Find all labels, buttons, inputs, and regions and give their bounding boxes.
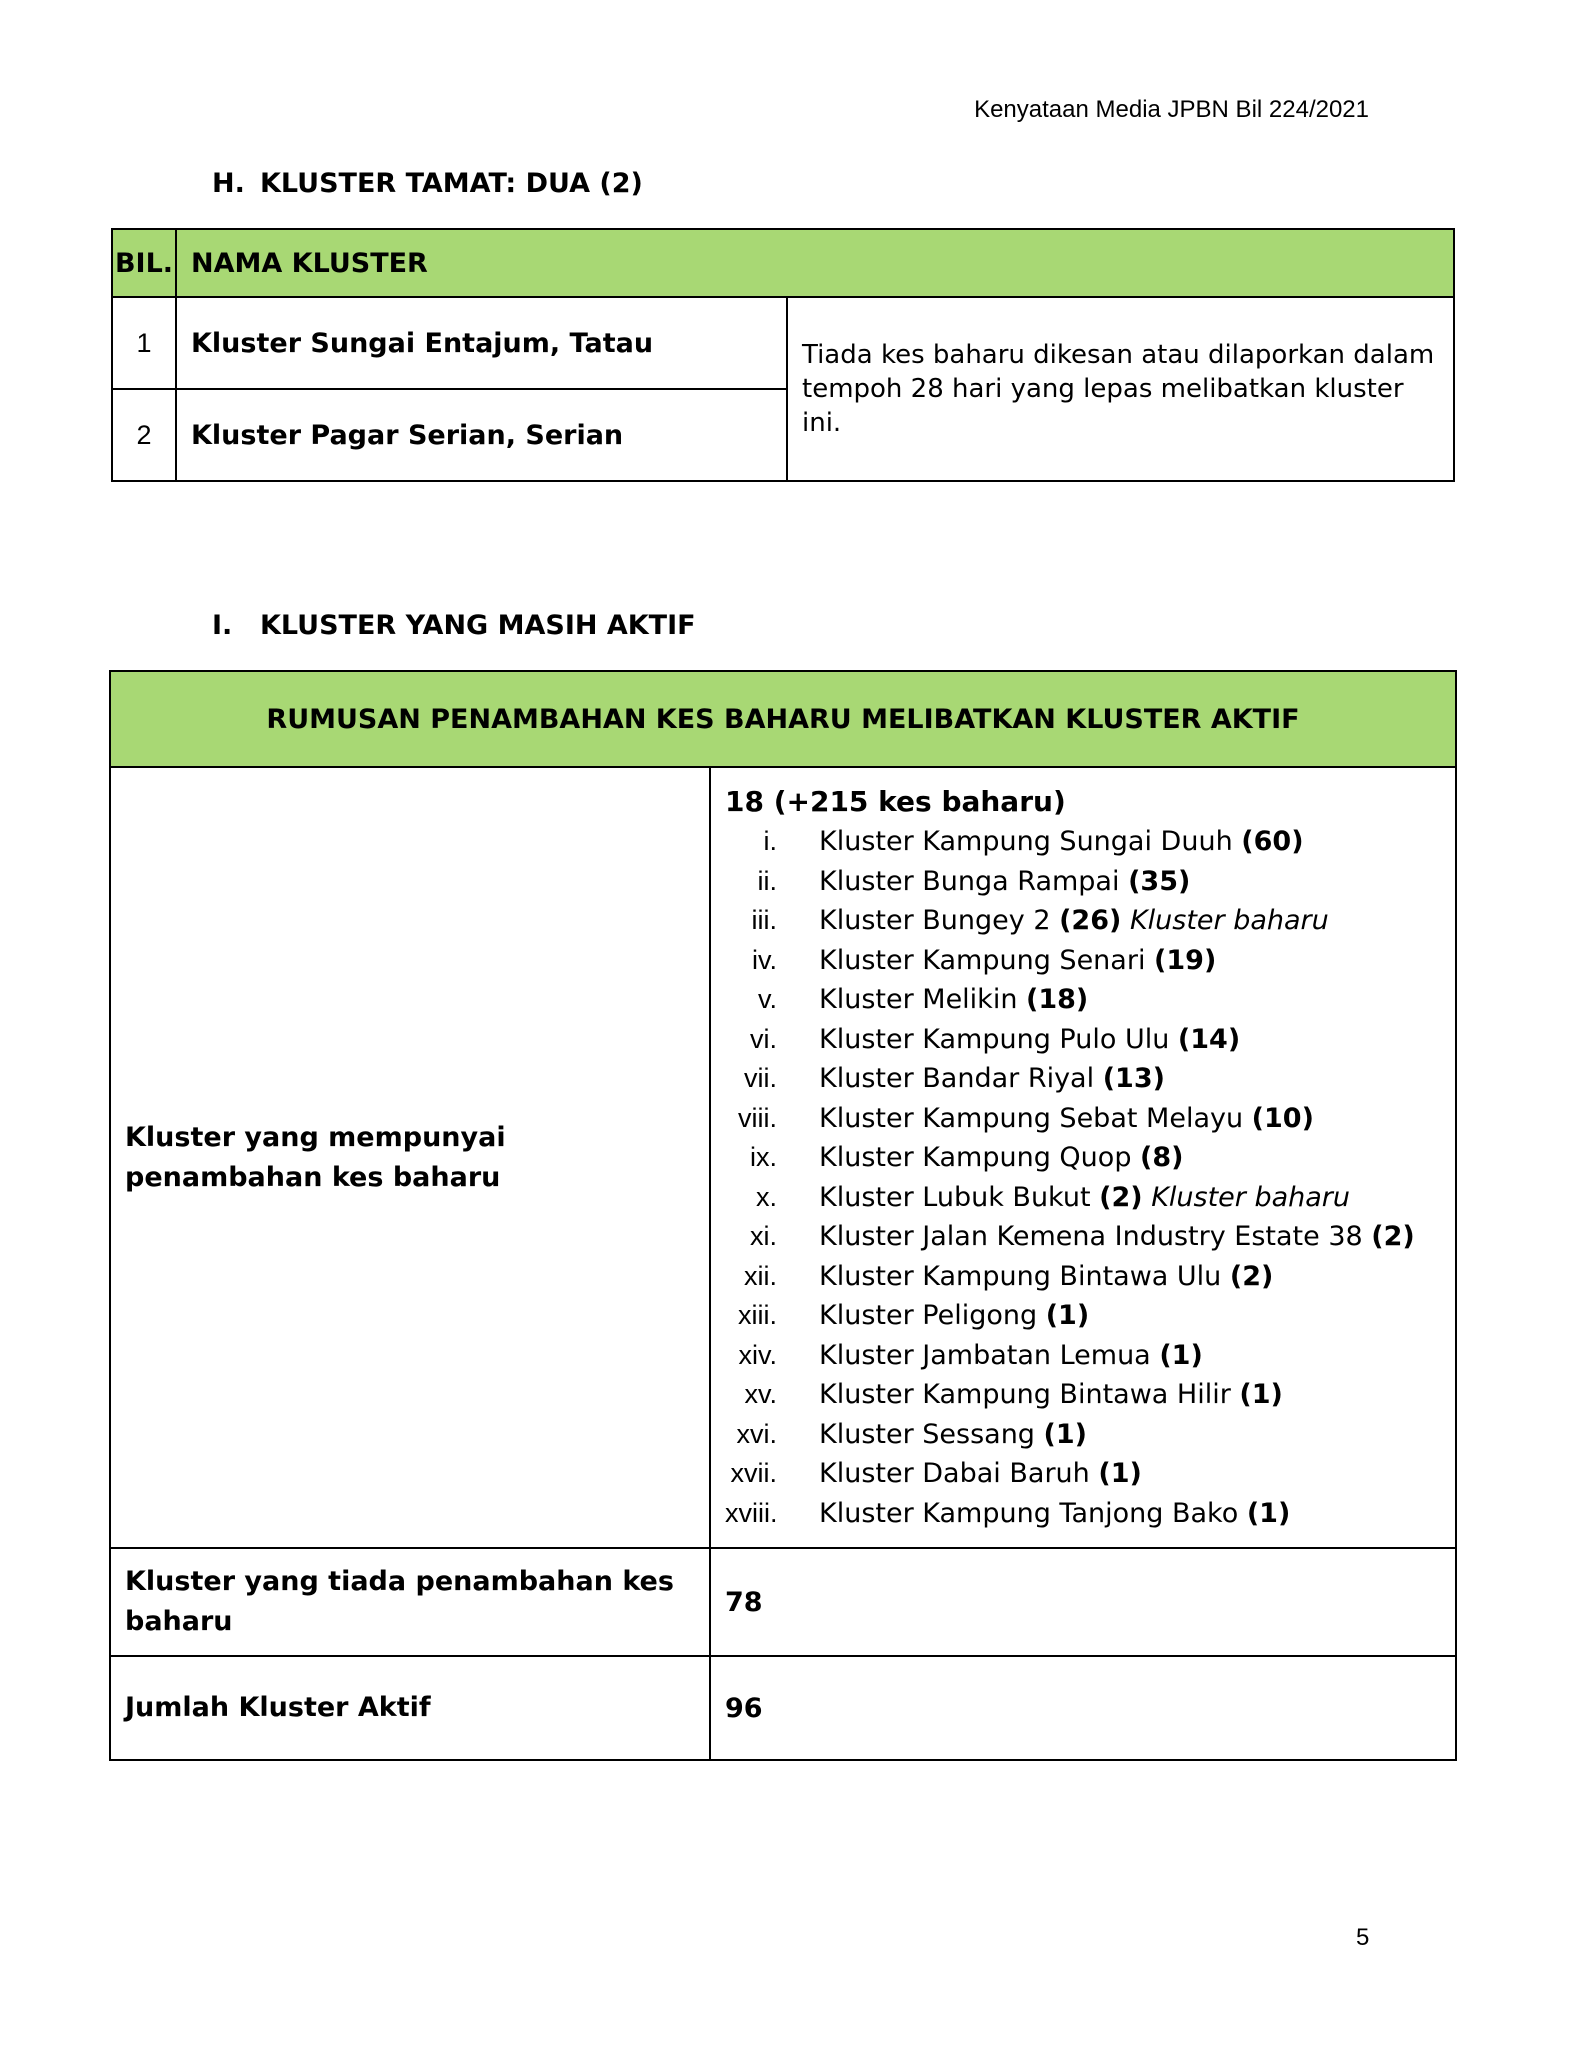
list-item bbox=[725, 1375, 1441, 1415]
cluster-case-count: (1) bbox=[1098, 1458, 1142, 1489]
section-i-title bbox=[212, 610, 696, 641]
media-statement-ref: Kenyataan Media JPBN Bil 224/2021 bbox=[974, 96, 1369, 123]
table-row bbox=[112, 297, 1454, 389]
row-label-no-new-cases: Kluster yang tiada penambahan kes baharu bbox=[110, 1548, 710, 1656]
cluster-name: Kluster Kampung Senari bbox=[819, 944, 1155, 976]
cluster-number: x. bbox=[755, 1181, 777, 1212]
cluster-number: ix. bbox=[750, 1142, 777, 1172]
cluster-number: xii. bbox=[744, 1260, 777, 1291]
list-item bbox=[725, 1296, 1441, 1336]
cluster-number: xiii. bbox=[738, 1300, 777, 1330]
table-row bbox=[110, 1656, 1456, 1760]
cluster-case-count: (35) bbox=[1128, 865, 1191, 897]
cluster-case-count: (10) bbox=[1251, 1102, 1314, 1134]
cluster-name: Kluster Jambatan Lemua bbox=[819, 1339, 1160, 1371]
page-number: 5 bbox=[1356, 1924, 1370, 1951]
cluster-name: Kluster Bunga Rampai bbox=[819, 865, 1129, 897]
cluster-case-count: (1) bbox=[1043, 1418, 1087, 1450]
cluster-new-tag: Kluster baharu bbox=[1121, 905, 1329, 936]
section-i-letter: I. bbox=[212, 610, 233, 641]
cluster-name: Kluster Bungey 2 bbox=[819, 905, 1060, 936]
list-item bbox=[725, 1336, 1441, 1376]
cluster-case-count: (1) bbox=[1045, 1300, 1090, 1331]
cluster-case-count: (8) bbox=[1140, 1142, 1184, 1173]
cluster-name: Kluster Kampung Pulo Ulu bbox=[819, 1023, 1178, 1055]
summary-table-header: RUMUSAN PENAMBAHAN KES BAHARU MELIBATKAN KLUSTER AKTIF bbox=[110, 671, 1456, 767]
list-item bbox=[725, 1415, 1441, 1455]
cluster-number: xvii. bbox=[730, 1458, 777, 1488]
cluster-name: Kluster Jalan Kemena Industry Estate 38 bbox=[819, 1221, 1372, 1252]
cluster-case-count: (26) bbox=[1059, 905, 1122, 936]
cluster-name: Kluster Melikin bbox=[819, 984, 1027, 1015]
cluster-number: viii. bbox=[738, 1102, 777, 1133]
row-label-total-active: Jumlah Kluster Aktif bbox=[110, 1656, 710, 1760]
row-number: 1 bbox=[112, 297, 176, 389]
cluster-name: Kluster Kampung Bintawa Hilir bbox=[819, 1379, 1240, 1410]
total-active-value: 96 bbox=[710, 1656, 1456, 1760]
list-item bbox=[725, 1138, 1441, 1178]
list-item bbox=[725, 1494, 1441, 1534]
section-h-title bbox=[212, 168, 643, 199]
cluster-case-count: (13) bbox=[1102, 1063, 1165, 1094]
ended-clusters-table bbox=[111, 228, 1455, 482]
list-item bbox=[725, 1257, 1441, 1297]
cluster-name: Kluster Pagar Serian, Serian bbox=[176, 389, 787, 481]
list-item bbox=[725, 980, 1441, 1020]
cluster-case-count: (18) bbox=[1026, 984, 1089, 1015]
list-item bbox=[725, 1217, 1441, 1257]
cluster-case-count: (1) bbox=[1246, 1497, 1291, 1529]
cluster-name: Kluster Kampung Sungai Duuh bbox=[819, 826, 1242, 857]
cluster-number: v. bbox=[758, 984, 777, 1014]
cluster-number: xviii. bbox=[725, 1497, 778, 1528]
cluster-case-count: (1) bbox=[1239, 1379, 1283, 1410]
section-h-heading: KLUSTER TAMAT: DUA (2) bbox=[260, 168, 643, 199]
cluster-case-count: (2) bbox=[1371, 1221, 1415, 1252]
cluster-case-count: (14) bbox=[1177, 1023, 1241, 1055]
new-cases-cell bbox=[710, 767, 1456, 1548]
cluster-case-count: (2) bbox=[1099, 1181, 1143, 1213]
cluster-note: Tiada kes baharu dikesan atau dilaporkan dalam tempoh 28 hari yang lepas melibatkan kluster ini. bbox=[787, 297, 1454, 481]
row-label-new-cases: Kluster yang mempunyai penambahan kes baharu bbox=[110, 767, 710, 1548]
list-item bbox=[725, 1020, 1441, 1060]
cluster-name: Kluster Kampung Tanjong Bako bbox=[819, 1497, 1247, 1529]
list-item bbox=[725, 1454, 1441, 1494]
cluster-number: vii. bbox=[744, 1063, 777, 1093]
cluster-name: Kluster Sungai Entajum, Tatau bbox=[176, 297, 787, 389]
column-header-nama: NAMA KLUSTER bbox=[176, 229, 1454, 297]
cluster-number: iv. bbox=[752, 944, 777, 975]
list-item bbox=[725, 1178, 1441, 1218]
no-new-cases-value: 78 bbox=[710, 1548, 1456, 1656]
list-item bbox=[725, 941, 1441, 981]
cluster-name: Kluster Kampung Sebat Melayu bbox=[819, 1102, 1252, 1134]
cluster-number: iii. bbox=[751, 905, 777, 935]
cluster-name: Kluster Kampung Quop bbox=[819, 1142, 1141, 1173]
cluster-case-count: (60) bbox=[1241, 826, 1304, 857]
list-item bbox=[725, 822, 1441, 862]
cluster-name: Kluster Lubuk Bukut bbox=[819, 1181, 1100, 1213]
cluster-case-count: (2) bbox=[1229, 1260, 1274, 1292]
cluster-name: Kluster Kampung Bintawa Ulu bbox=[819, 1260, 1230, 1292]
list-item bbox=[725, 901, 1441, 941]
cluster-number: xi. bbox=[750, 1221, 777, 1251]
row-number: 2 bbox=[112, 389, 176, 481]
cluster-number: vi. bbox=[750, 1023, 777, 1054]
cluster-name: Kluster Peligong bbox=[819, 1300, 1046, 1331]
cluster-number: ii. bbox=[757, 865, 777, 896]
cluster-number: xv. bbox=[744, 1379, 777, 1409]
cluster-number: xiv. bbox=[738, 1339, 777, 1370]
cluster-case-count: (19) bbox=[1154, 944, 1217, 976]
cluster-name: Kluster Dabai Baruh bbox=[819, 1458, 1099, 1489]
table-row bbox=[110, 1548, 1456, 1656]
table-row bbox=[110, 767, 1456, 1548]
cluster-name: Kluster Sessang bbox=[819, 1418, 1044, 1450]
cluster-case-count: (1) bbox=[1159, 1339, 1203, 1371]
cluster-number: xvi. bbox=[736, 1418, 777, 1449]
cluster-name: Kluster Bandar Riyal bbox=[819, 1063, 1103, 1094]
section-i-heading: KLUSTER YANG MASIH AKTIF bbox=[260, 610, 696, 641]
section-h-letter: H. bbox=[212, 168, 245, 199]
new-cases-summary: 18 (+215 kes baharu) bbox=[725, 785, 1066, 818]
list-item bbox=[725, 862, 1441, 902]
cluster-number: i. bbox=[763, 826, 777, 856]
cluster-new-tag: Kluster baharu bbox=[1142, 1181, 1351, 1213]
list-item bbox=[725, 1059, 1441, 1099]
cluster-list bbox=[725, 822, 1441, 1533]
column-header-bil: BIL. bbox=[112, 229, 176, 297]
active-clusters-table bbox=[109, 670, 1457, 1761]
list-item bbox=[725, 1099, 1441, 1139]
